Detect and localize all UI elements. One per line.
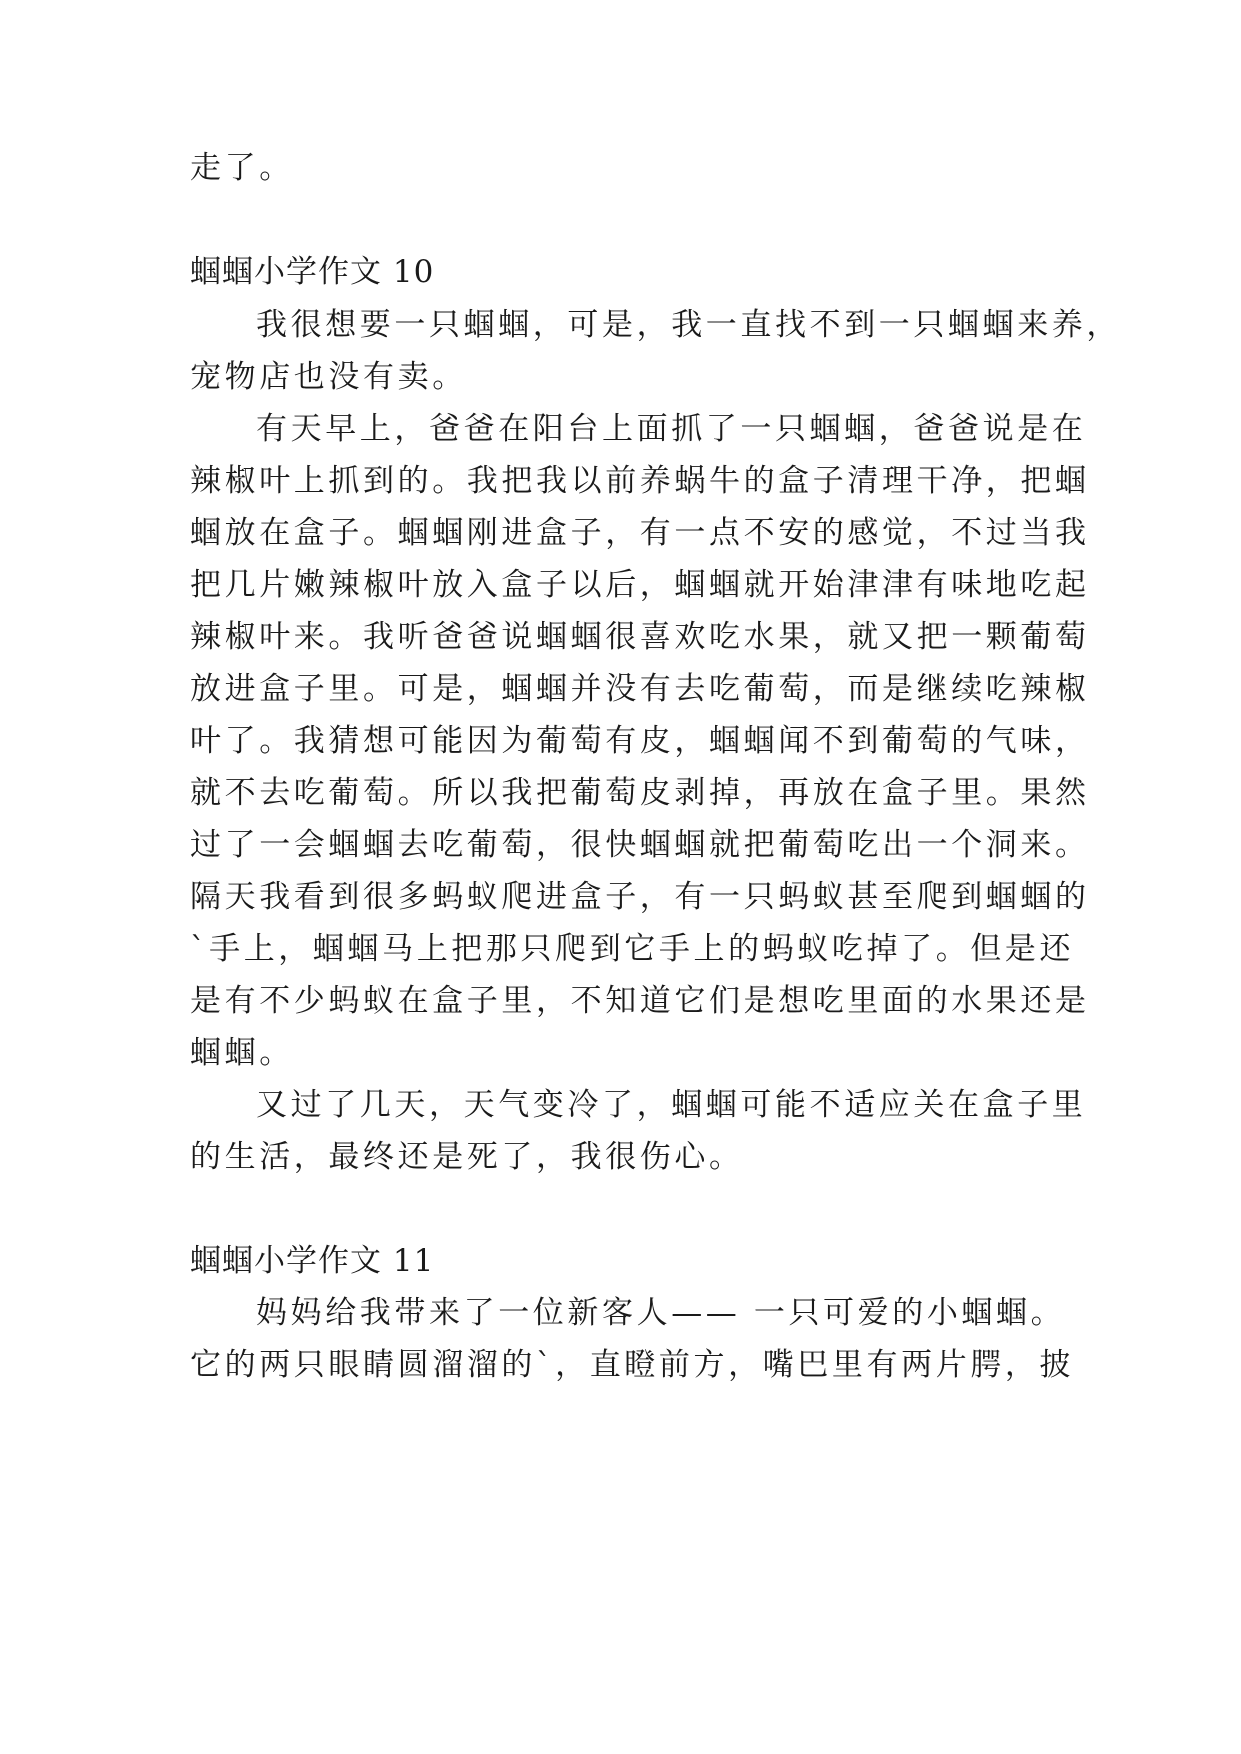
section-heading: 蝈蝈小学作文 11 [190,1243,435,1279]
text-line: 隔天我看到很多蚂蚁爬进盒子，有一只蚂蚁甚至爬到蝈蝈的 [190,879,1090,915]
text-line: 就不去吃葡萄。所以我把葡萄皮剥掉，再放在盒子里。果然 [190,775,1090,811]
text-line: 辣椒叶来。我听爸爸说蝈蝈很喜欢吃水果，就又把一颗葡萄 [190,619,1090,655]
text-line: 它的两只眼睛圆溜溜的`，直瞪前方，嘴巴里有两片腭，披 [190,1347,1075,1383]
text-line: 又过了几天，天气变冷了，蝈蝈可能不适应关在盒子里 [256,1087,1087,1123]
section-heading: 蝈蝈小学作文 10 [190,254,435,290]
text-line: 放进盒子里。可是，蝈蝈并没有去吃葡萄，而是继续吃辣椒 [190,671,1090,707]
text-line: 走了。 [190,150,294,186]
text-line: 蝈蝈。 [190,1035,294,1071]
text-line: 有天早上，爸爸在阳台上面抓了一只蝈蝈，爸爸说是在 [256,411,1087,447]
text-line: 我很想要一只蝈蝈，可是，我一直找不到一只蝈蝈来养， [256,307,1121,343]
text-line: 是有不少蚂蚁在盒子里，不知道它们是想吃里面的水果还是 [190,983,1090,1019]
text-line: 妈妈给我带来了一位新客人—— 一只可爱的小蝈蝈。 [256,1295,1066,1331]
text-line: `手上，蝈蝈马上把那只爬到它手上的蚂蚁吃掉了。但是还 [190,931,1075,967]
text-line: 宠物店也没有卖。 [190,359,467,395]
text-line: 的生活，最终还是死了，我很伤心。 [190,1139,744,1175]
text-line: 蝈放在盒子。蝈蝈刚进盒子，有一点不安的感觉，不过当我 [190,515,1090,551]
text-line: 辣椒叶上抓到的。我把我以前养蜗牛的盒子清理干净，把蝈 [190,463,1090,499]
text-line: 过了一会蝈蝈去吃葡萄，很快蝈蝈就把葡萄吃出一个洞来。 [190,827,1090,863]
text-line: 叶了。我猜想可能因为葡萄有皮，蝈蝈闻不到葡萄的气味， [190,723,1090,759]
text-line: 把几片嫩辣椒叶放入盒子以后，蝈蝈就开始津津有味地吃起 [190,567,1090,603]
